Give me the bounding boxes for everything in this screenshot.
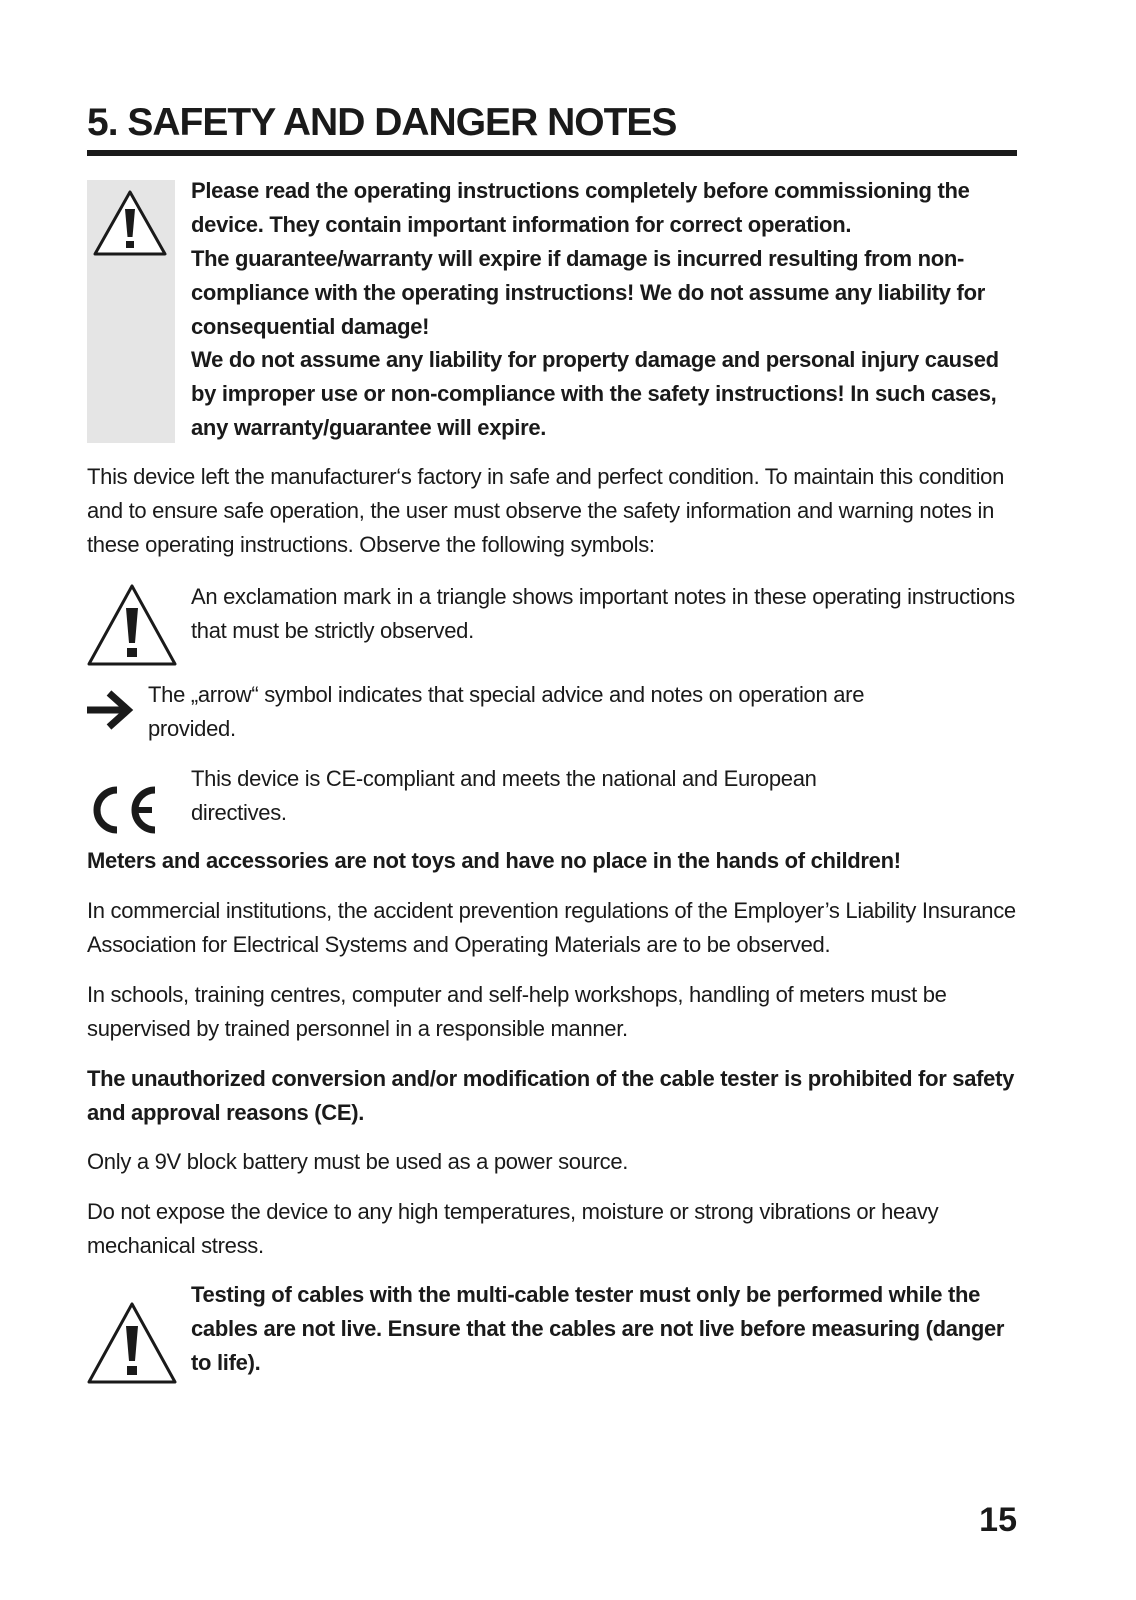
intro-warning-2: The guarantee/warranty will expire if damage is incurred resulting from non-compliance with the operating instructions! We do not assume any liability for consequential damage!: [191, 246, 985, 339]
ce-symbol-text: This device is CE-compliant and meets the national and European directives.: [191, 766, 817, 825]
danger-triangle-icon: [85, 1300, 179, 1386]
arrow-symbol-text: The „arrow“ symbol indicates that special advice and notes on operation are provided.: [148, 682, 865, 741]
section-title: 5. SAFETY AND DANGER NOTES: [87, 98, 1017, 156]
page-number: 15: [979, 1501, 1017, 1539]
modification-warning: The unauthorized conversion and/or modification of the cable tester is prohibited for safety and approval reasons (CE).: [87, 1066, 1015, 1125]
arrow-right-icon: [85, 688, 135, 732]
intro-warning-1: Please read the operating instructions completely before commissioning the device. They contain important information for correct operation.: [191, 178, 970, 237]
battery-text: Only a 9V block battery must be used as a power source.: [87, 1149, 629, 1174]
final-warning: Testing of cables with the multi-cable tester must only be performed while the cables are not live. Ensure that the cables are not live before measuring (danger to life).: [191, 1282, 1005, 1375]
condition-text: This device left the manufacturer‘s factory in safe and perfect condition. To maintain this condition and to ensure safe operation, the user must observe the safety information and warning notes in these operating instructions. Observe the following symbols:: [87, 464, 1005, 557]
warning-triangle-icon: [92, 188, 168, 258]
commercial-text: In commercial institutions, the accident prevention regulations of the Employer’s Liability Insurance Association for Electrical Systems and Operating Materials are to be observed.: [87, 898, 1016, 957]
exclamation-symbol-text: An exclamation mark in a triangle shows important notes in these operating instructions that must be strictly observed.: [191, 584, 1015, 643]
exclamation-triangle-icon: [85, 582, 179, 668]
intro-warning-3: We do not assume any liability for property damage and personal injury caused by improper use or non-compliance with the safety instructions! In such cases, any warranty/guarantee will expire.: [191, 347, 999, 440]
children-warning: Meters and accessories are not toys and have no place in the hands of children!: [87, 848, 901, 873]
schools-text: In schools, training centres, computer and self-help workshops, handling of meters must be supervised by trained personnel in a responsible manner.: [87, 982, 947, 1041]
ce-mark-icon: [85, 782, 159, 838]
exposure-text: Do not expose the device to any high temperatures, moisture or strong vibrations or heavy mechanical stress.: [87, 1199, 939, 1258]
